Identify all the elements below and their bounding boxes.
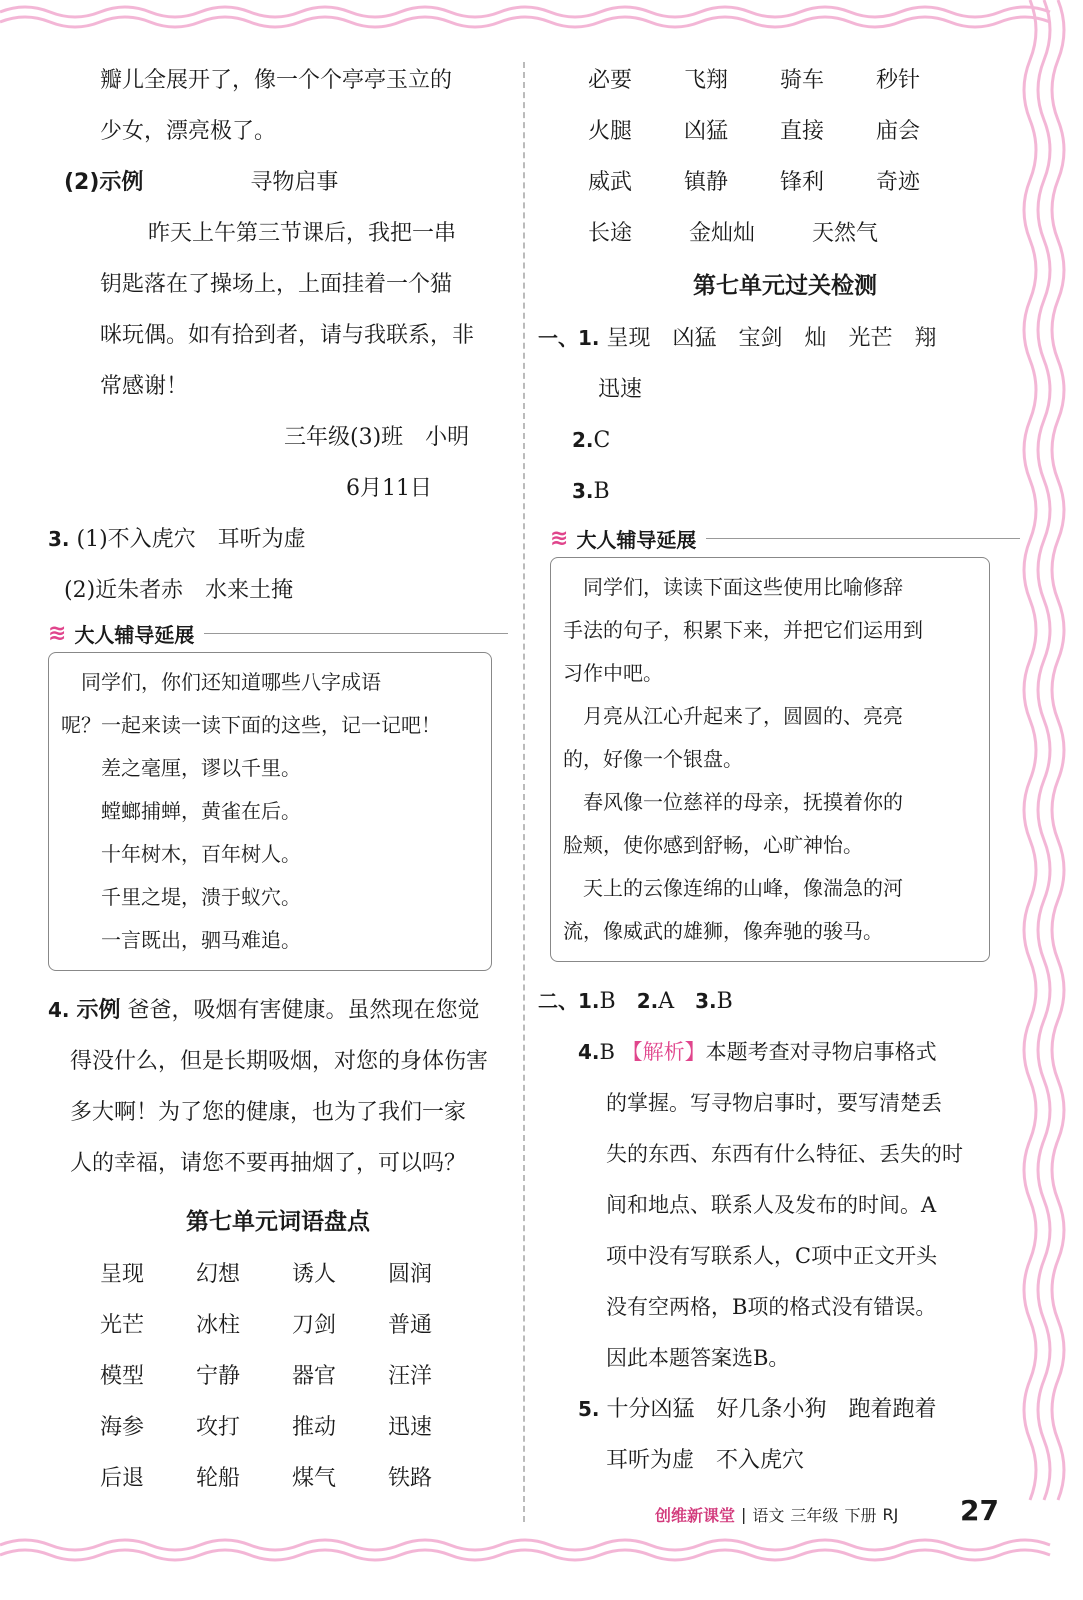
word-list-last-row: 长途 金灿灿 天然气 (588, 221, 879, 246)
ext-line: 的，好像一个银盘。 (563, 747, 743, 771)
s2-q4-line: 项中没有写联系人，C项中正文开头 (606, 1244, 938, 1268)
q2-body-line: 昨天上午第三节课后，我把一串 (148, 221, 457, 246)
q2-header (48, 157, 508, 208)
word-item: 庙会 (876, 119, 921, 144)
text-line: 瓣儿全展开了，像一个个亭亭玉立的 (100, 68, 453, 93)
q2-title: 寻物启事 (250, 170, 339, 195)
s2-q4-line: 因此本题答案选B。 (606, 1346, 790, 1370)
q4-label: 示例 (76, 998, 121, 1023)
word-item: 迅速 (388, 1415, 433, 1440)
word-item: 镇静 (684, 170, 729, 195)
q2-body-line: 钥匙落在了操场上，上面挂着一个猫 (100, 272, 453, 297)
ext-box-left (48, 652, 492, 971)
footer: 创维新课堂 | 语文 三年级 下册 RJ (655, 1505, 899, 1525)
ext-line: 脸颊，使你感到舒畅，心旷神怡。 (563, 833, 863, 857)
s2-q4: 4.B 【解析】本题考查对寻物启事格式 (578, 1040, 937, 1064)
word-item: 呈现 (100, 1262, 145, 1287)
word-item: 汪洋 (388, 1364, 433, 1389)
ext-line: 螳螂捕蝉，黄雀在后。 (61, 799, 301, 823)
s1-q1-cont: 迅速 (598, 377, 643, 402)
q4-text-line: 得没什么，但是长期吸烟，对您的身体伤害 (70, 1049, 489, 1074)
word-list-right (550, 55, 1020, 208)
left-column (48, 55, 508, 1504)
ext-line: 天上的云像连绵的山峰，像湍急的河 (563, 876, 903, 900)
wave-icon: ≋ (550, 525, 569, 551)
wave-icon: ≋ (48, 620, 67, 646)
right-column (538, 55, 1020, 1486)
s2-q4-line: 间和地点、联系人及发布的时间。A (606, 1193, 937, 1217)
ext-line: 差之毫厘，谬以千里。 (61, 756, 301, 780)
s2-q5-cont: 耳听为虚 不入虎穴 (606, 1448, 805, 1473)
ext-line: 流，像威武的雄狮，像奔驰的骏马。 (563, 919, 883, 943)
ext-line: 十年树木，百年树人。 (61, 842, 301, 866)
word-item: 普通 (388, 1313, 433, 1338)
ext-line: 春风像一位慈祥的母亲，抚摸着你的 (563, 790, 903, 814)
word-item: 必要 (588, 68, 633, 93)
q3-answer-b: (2)近朱者赤 水来土掩 (64, 578, 294, 603)
text-line: 少女，漂亮极了。 (100, 119, 277, 144)
analysis-tag: 【解析】 (621, 1040, 706, 1064)
word-item: 威武 (588, 170, 633, 195)
ext-title-left: ≋ 大人辅导延展 (48, 616, 508, 650)
q4-text-line: 人的幸福，请您不要再抽烟了，可以吗？ (70, 1151, 467, 1176)
test-heading: 第七单元过关检测 (693, 273, 877, 299)
word-item: 骑车 (780, 68, 825, 93)
ext-title-right: ≋ 大人辅导延展 (550, 521, 1020, 555)
footer-grade: 三年级 (790, 1506, 839, 1525)
s2-q4-line: 失的东西、东西有什么特征、丢失的时 (606, 1142, 963, 1166)
q2-body-line: 常感谢！ (100, 374, 189, 399)
ext-line: 同学们，你们还知道哪些八字成语 (61, 670, 381, 694)
word-item: 后退 (100, 1466, 145, 1491)
word-item: 秒针 (876, 68, 921, 93)
q3-answer-a: (1)不入虎穴 耳听为虚 (76, 527, 306, 552)
s1-q1: 一、1. 呈现 凶猛 宝剑 灿 光芒 翔 (538, 326, 937, 351)
s2-q4-line: 的掌握。写寻物启事时，要写清楚丢 (606, 1091, 942, 1115)
words-heading: 第七单元词语盘点 (186, 1209, 370, 1235)
word-item: 凶猛 (684, 119, 729, 144)
page-number: 27 (960, 1494, 999, 1527)
word-item: 模型 (100, 1364, 145, 1389)
q4-text-line: 多大啊！为了您的健康，也为了我们一家 (70, 1100, 467, 1125)
ext-line: 千里之堤，溃于蚁穴。 (61, 885, 301, 909)
word-item: 直接 (780, 119, 825, 144)
s2-q5: 5. 十分凶猛 好几条小狗 跑着跑着 (578, 1397, 937, 1422)
word-item: 飞翔 (684, 68, 729, 93)
q2-body-line: 咪玩偶。如有拾到者，请与我联系，非 (100, 323, 475, 348)
footer-term: 下册 (844, 1506, 877, 1525)
word-item: 锋利 (780, 170, 825, 195)
q2-signature: 三年级(3)班 小明 (284, 425, 470, 450)
ext-box-right (550, 557, 990, 962)
footer-edition: RJ (882, 1505, 899, 1524)
word-list-left (48, 1249, 508, 1504)
word-item: 火腿 (588, 119, 633, 144)
word-item: 推动 (292, 1415, 337, 1440)
word-item: 铁路 (388, 1466, 433, 1491)
word-item: 刀剑 (292, 1313, 337, 1338)
s1-q3: 3.B (572, 479, 610, 504)
ext-line: 月亮从江心升起来了，圆圆的、亮亮 (563, 704, 903, 728)
word-item: 器官 (292, 1364, 337, 1389)
column-divider (523, 62, 525, 1522)
word-item: 奇迹 (876, 170, 921, 195)
word-item: 幻想 (196, 1262, 241, 1287)
word-item: 攻打 (196, 1415, 241, 1440)
word-item: 光芒 (100, 1313, 145, 1338)
q4-line: 4. 示例 爸爸，吸烟有害健康。虽然现在您觉 (48, 998, 480, 1023)
s2-answers: 二、1.B 2.A 3.B (538, 989, 733, 1014)
ext-line: 同学们，读读下面这些使用比喻修辞 (563, 575, 903, 599)
q4-number: 4. (48, 998, 70, 1022)
q3-number: 3. (48, 527, 70, 551)
word-item: 诱人 (292, 1262, 337, 1287)
q3-line-a (48, 514, 508, 565)
ext-line: 习作中吧。 (563, 661, 663, 685)
word-item: 海参 (100, 1415, 145, 1440)
word-item: 圆润 (388, 1262, 433, 1287)
q2-date: 6月11日 (346, 476, 432, 501)
q2-label: (2)示例 (64, 170, 144, 195)
word-item: 煤气 (292, 1466, 337, 1491)
ext-line: 一言既出，驷马难追。 (61, 928, 301, 952)
word-item: 宁静 (196, 1364, 241, 1389)
s2-q4-line: 没有空两格，B项的格式没有错误。 (606, 1295, 937, 1319)
brand-name: 创维新课堂 (655, 1506, 736, 1525)
ext-line: 呢？一起来读一读下面的这些，记一记吧！ (61, 713, 441, 737)
footer-subject: 语文 (752, 1506, 785, 1525)
word-item: 冰柱 (196, 1313, 241, 1338)
ext-line: 手法的句子，积累下来，并把它们运用到 (563, 618, 923, 642)
word-item: 轮船 (196, 1466, 241, 1491)
s1-q2: 2.C (572, 428, 611, 453)
